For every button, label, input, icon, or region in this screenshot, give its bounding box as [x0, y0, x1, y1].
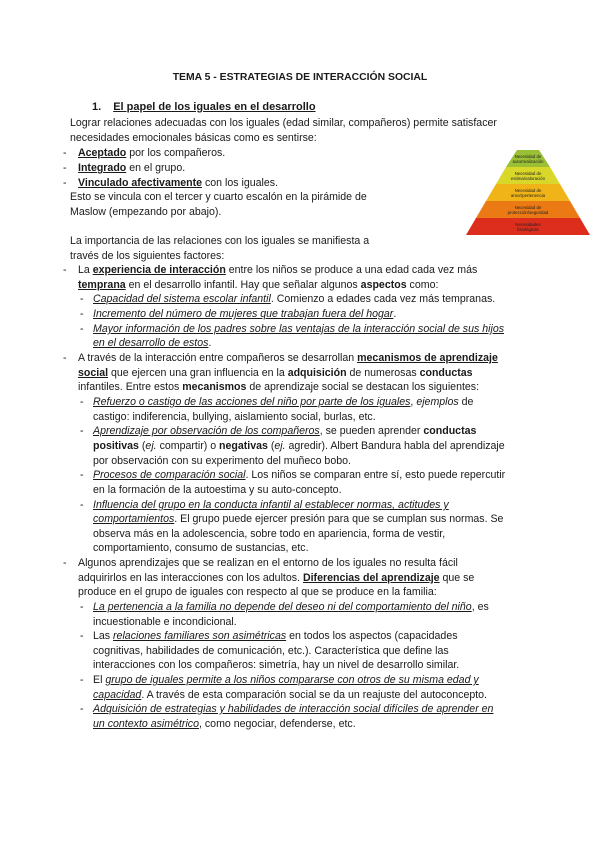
factor3-diff-1-cont: incuestionable e incondicional. — [93, 616, 237, 628]
factor3-diff-4-cont: un contexto asimétrico, como negociar, defenderse, etc. — [93, 718, 356, 730]
intro-line-1: Lograr relaciones adecuadas con los iguales (edad similar, compañeros) permite satisfacer — [70, 117, 497, 129]
sub-dash: - — [80, 499, 84, 511]
sub-dash: - — [80, 293, 84, 305]
factor1-aspect-2: Incremento del número de mujeres que trabajan fuera del hogar. — [93, 308, 397, 320]
factor1-line-1: La experiencia de interacción entre los niños se produce a una edad cada vez más — [78, 264, 478, 276]
pyramid-label: Necesidad de — [514, 171, 542, 176]
pyramid-label: Necesidad de — [514, 154, 542, 159]
factor3-line-1: Algunos aprendizajes que se realizan en el entorno de los iguales no resulta fácil — [78, 557, 458, 569]
sub-dash: - — [80, 630, 84, 642]
factor2-mech-2: Aprendizaje por observación de los compañeros, se pueden aprender conductas — [93, 425, 477, 437]
maslow-note-2: Maslow (empezando por abajo). — [70, 206, 222, 218]
sub-dash: - — [80, 469, 84, 481]
factor2-mech-4: Influencia del grupo en la conducta infantil al establecer normas, actitudes y — [93, 499, 449, 511]
maslow-note-1: Esto se vincula con el tercer y cuarto escalón en la pirámide de — [70, 191, 367, 203]
factor2-line-1: A través de la interacción entre compañeros se desarrollan mecanismos de aprendizaje — [78, 352, 498, 364]
factor2-mech-4-cont: comportamientos. El grupo puede ejercer presión para que se cumplan sus normas. Se — [93, 513, 504, 525]
factor1-line-2: temprana en el desarrollo infantil. Hay que señalar algunos aspectos como: — [78, 279, 439, 291]
factor3-line-2: adquirirlos en las interacciones con los adultos. Diferencias del aprendizaje que se — [78, 572, 475, 584]
sub-dash: - — [80, 396, 84, 408]
factor2-mech-4-cont2: observa más en la adolescencia, sobre todo en apariencia, forma de vestir, — [93, 528, 446, 540]
sub-dash: - — [80, 425, 84, 437]
factor3-dash: - — [63, 557, 67, 569]
factor2-mech-1: Refuerzo o castigo de las acciones del niño por parte de los iguales, ejemplos de — [93, 396, 474, 408]
factor2-mech-1-cont: castigo: indiferencia, bullying, aislamiento social, burlas, etc. — [93, 411, 376, 423]
factor1-aspect-1: Capacidad del sistema escolar infantil. Comienzo a edades cada vez más tempranas. — [93, 293, 496, 305]
sub-dash: - — [80, 323, 84, 335]
pyramid-label: Necesidades — [515, 222, 541, 227]
sub-dash: - — [80, 703, 84, 715]
sub-dash: - — [80, 308, 84, 320]
factor1-aspect-3: Mayor información de los padres sobre las ventajas de la interacción social de sus hijos — [93, 323, 505, 335]
factor3-diff-2: Las relaciones familiares son asimétricas en todos los aspectos (capacidades — [93, 630, 458, 642]
factor2-line-3: infantiles. Entre estos mecanismos de aprendizaje social se destacan los siguientes: — [78, 381, 480, 393]
section-heading — [92, 100, 316, 115]
factor2-mech-2-cont2: por observación con su experimento del muñeco bobo. — [93, 455, 351, 467]
factor3-diff-1: La pertenencia a la familia no depende del deseo ni del comportamiento del niño, es — [93, 601, 489, 613]
pyramid-label: amor/pertenencia — [510, 193, 546, 198]
pyramid-label: fisiológicas — [517, 227, 539, 232]
intro-line-2: necesidades emocionales básicas como es sentirse: — [70, 132, 317, 144]
pyramid-label: estima/valoración — [510, 176, 546, 181]
factor2-mech-3: Procesos de comparación social. Los niños se comparan entre sí, esto puede repercutir — [93, 469, 506, 481]
pyramid-label: Necesidad de — [514, 188, 542, 193]
factor3-diff-2-cont: cognitivas, habilidades de comunicación, etc.). Característica que define las — [93, 645, 449, 657]
pyramid-label: protección/seguridad — [507, 210, 549, 215]
factor3-diff-3-cont: capacidad. A través de esta comparación social se da un reajuste del autoconcepto. — [93, 689, 488, 701]
pyramid-label: autorrealización — [512, 159, 544, 164]
factor2-mech-2-cont: positivas (ej. compartir) o negativas (ej. agredir). Albert Bandura habla del aprendizaje — [93, 440, 505, 452]
sub-dash: - — [80, 674, 84, 686]
factor3-diff-2-cont2: interacciones con los compañeros: simetría, hay un nivel de desarrollo similar. — [93, 659, 460, 671]
sub-dash: - — [80, 601, 84, 613]
document-title: TEMA 5 - ESTRATEGIAS DE INTERACCIÓN SOCIAL — [172, 72, 428, 83]
importance-line-2: través de los siguientes factores: — [70, 250, 225, 262]
factor1-dash: - — [63, 264, 67, 276]
section-title: El papel de los iguales en el desarrollo — [113, 101, 316, 113]
importance-line-1: La importancia de las relaciones con los iguales se manifiesta a — [70, 235, 370, 247]
factor2-line-2: social que ejercen una gran influencia en la adquisición de numerosas conductas — [78, 367, 473, 379]
maslow-pyramid — [464, 150, 592, 236]
section-number: 1. — [92, 101, 102, 113]
factor2-mech-3-cont: en la formación de la autoestima y su auto-concepto. — [93, 484, 342, 496]
pyramid-label: Necesidad de — [514, 205, 542, 210]
factor3-diff-4: Adquisición de estrategias y habilidades de interacción social difíciles de aprender en — [93, 703, 494, 715]
factor3-line-3: produce en el grupo de iguales con respecto al que se produce en la familia: — [78, 586, 437, 598]
factor2-mech-4-cont3: comportamiento, consumo de sustancias, etc. — [93, 542, 309, 554]
factor1-aspect-3-cont: en el desarrollo de estos. — [93, 337, 212, 349]
factor2-dash: - — [63, 352, 67, 364]
factor3-diff-3: El grupo de iguales permite a los niños compararse con otros de su misma edad y — [93, 674, 479, 686]
